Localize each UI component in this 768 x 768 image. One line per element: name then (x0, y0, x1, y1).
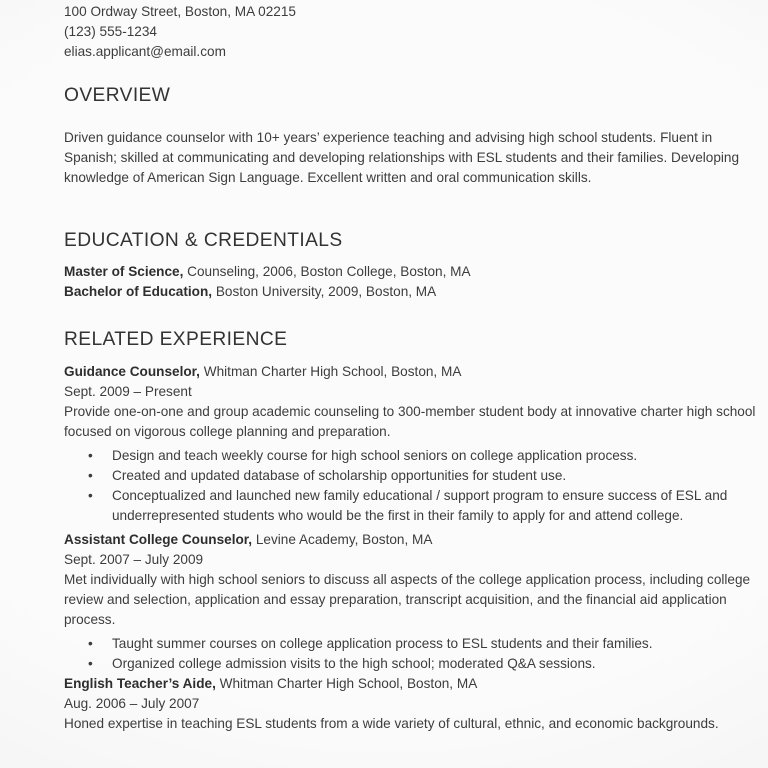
job-heading (64, 362, 756, 382)
job-employer: Levine Academy, Boston, MA (255, 532, 433, 547)
job-description: Provide one-on-one and group academic counseling to 300-member student body at innovative charter high school focused on vigorous college planning and preparation. (64, 404, 756, 439)
bullet-item: • Conceptualized and launched new family educational / support program to ensure success of ESL and underrepresented students who would be the first in their family to apply for and attend college. (64, 486, 756, 526)
job-bullet-list (64, 634, 756, 674)
degree-details: Boston University, 2009, Boston, MA (215, 284, 437, 299)
job-block (64, 674, 756, 734)
job-heading (64, 674, 756, 694)
degree-item (64, 262, 756, 282)
job-block (64, 530, 756, 674)
bullet-item: • Design and teach weekly course for high school seniors on college application process. (64, 446, 756, 466)
resume-document (64, 2, 756, 734)
job-title: English Teacher’s Aide, (64, 676, 216, 691)
job-dates: Sept. 2007 – July 2009 (64, 552, 204, 567)
contact-address: 100 Ordway Street, Boston, MA 02215 (64, 4, 296, 19)
contact-email: elias.applicant@email.com (64, 44, 226, 59)
contact-phone: (123) 555-1234 (64, 24, 157, 39)
bullet-item: • Created and updated database of scholarship opportunities for student use. (64, 466, 756, 486)
job-block (64, 362, 756, 526)
bullet-item: • Organized college admission visits to the high school; moderated Q&A sessions. (64, 654, 756, 674)
degree-details: Counseling, 2006, Boston College, Boston, MA (187, 264, 471, 279)
job-employer: Whitman Charter High School, Boston, MA (219, 676, 478, 691)
degree-name: Master of Science, (64, 264, 184, 279)
section-heading-experience: RELATED EXPERIENCE (64, 329, 288, 350)
overview-paragraph: Driven guidance counselor with 10+ years’ experience teaching and advising high school students. Fluent in Spanish; skilled at communicating and developing relationships with ESL students and their families. Developing knowledge of American Sign Language. Excellent written and oral communication skills. (64, 130, 740, 185)
bullet-item: • Taught summer courses on college application process to ESL students and their families. (64, 634, 756, 654)
job-title: Guidance Counselor, (64, 364, 200, 379)
job-dates: Sept. 2009 – Present (64, 384, 192, 399)
job-heading (64, 530, 756, 550)
contact-block (64, 2, 756, 62)
job-description: Honed expertise in teaching ESL students from a wide variety of cultural, ethnic, and economic backgrounds. (64, 716, 719, 731)
job-employer: Whitman Charter High School, Boston, MA (203, 364, 462, 379)
degree-item (64, 282, 756, 302)
section-heading-education: EDUCATION & CREDENTIALS (64, 230, 343, 251)
section-heading-overview: OVERVIEW (64, 85, 171, 106)
job-dates: Aug. 2006 – July 2007 (64, 696, 200, 711)
job-bullet-list (64, 446, 756, 526)
job-description: Met individually with high school seniors to discuss all aspects of the college application process, including college review and selection, application and essay preparation, transcript acquisition, and the financial aid application process. (64, 572, 751, 627)
degree-name: Bachelor of Education, (64, 284, 213, 299)
degree-list (64, 262, 756, 302)
job-title: Assistant College Counselor, (64, 532, 253, 547)
